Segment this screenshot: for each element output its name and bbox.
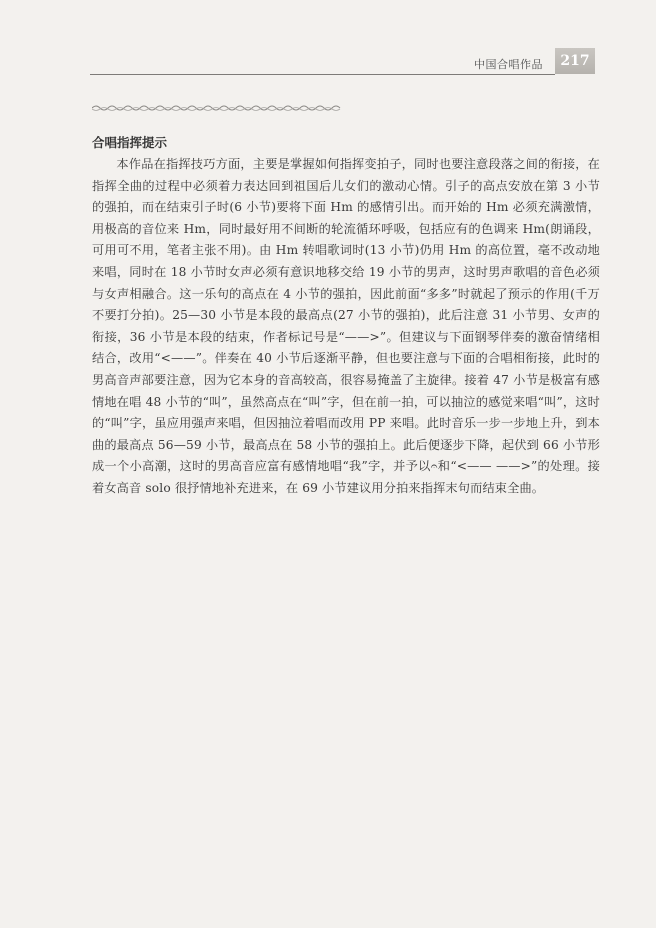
running-header-title: 中国合唱作品 — [474, 58, 543, 71]
header-rule — [90, 74, 555, 75]
decorative-wave-ornament — [92, 104, 342, 112]
section-heading: 合唱指挥提示 — [92, 135, 168, 150]
page-number: 217 — [555, 48, 595, 74]
body-text-block — [92, 154, 600, 500]
body-paragraph: 本作品在指挥技巧方面，主要是掌握如何指挥变拍子，同时也要注意段落之间的衔接，在指挥全曲的过程中必须着力表达回到祖国后儿女们的激动心情。引子的高点安放在第 3 小节的强拍，而在结束引子时(6 小节)要将下面 Hm 的感情引出。而开始的 Hm 必须充满激情，用极高的音位来 Hm，同时最好用不间断的轮流循环呼吸，包括应有的色调来 Hm(朗诵段，可用可不用，笔者主张不用)。由 Hm 转唱歌词时(13 小节)仍用 Hm 的高位置，毫不改动地来唱，同时在 18 小节时女声必须有意识地移交给 19 小节的男声，这时男声歌唱的音色必须与女声相融合。这一乐句的高点在 4 小节的强拍，因此前面“多多”时就起了预示的作用(千万不要打分拍)。25—30 小节是本段的最高点(27 小节的强拍)，此后注意 31 小节男、女声的衔接，36 小节是本段的结束，作者标记号是“——>”。但建议与下面钢琴伴奏的激奋情绪相结合，改用“<——”。伴奏在 40 小节后逐渐平静，但也要注意与下面的合唱相衔接，此时的男高音声部要注意，因为它本身的音高较高，很容易掩盖了主旋律。接着 47 小节是极富有感情地在唱 48 小节的“叫”，虽然高点在“叫”字，但在前一拍，可以抽泣的感觉来唱“叫”，这时的“叫”字，虽应用强声来唱，但因抽泣着唱而改用 PP 来唱。此时音乐一步一步地上升，到本曲的最高点 56—59 小节，最高点在 58 小节的强拍上。此后便逐步下降，起伏到 66 小节形成一个小高潮，这时的男高音应富有感情地唱“我”字，并予以𝄐和“<—— ——>”的处理。接着女高音 solo 很抒情地补充进来，在 69 小节建议用分拍来指挥末句而结束全曲。 — [92, 157, 600, 495]
